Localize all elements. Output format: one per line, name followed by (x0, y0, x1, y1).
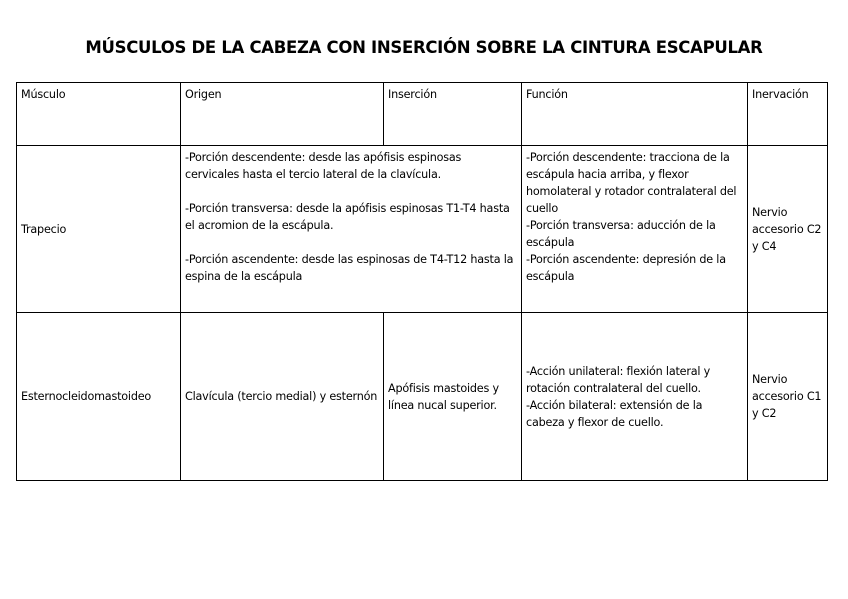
table-row (17, 146, 828, 313)
header-insercion: Inserción (384, 83, 522, 146)
funcion-line: -Acción unilateral: flexión lateral y rotación contralateral del cuello. (526, 364, 711, 395)
cell-funcion-ecm (522, 313, 748, 481)
cell-origen-ecm: Clavícula (tercio medial) y esternón (181, 313, 384, 481)
header-funcion: Función (522, 83, 748, 146)
muscles-table (16, 82, 828, 481)
origen-paragraph: -Porción descendente: desde las apófisis espinosas cervicales hasta el tercio lateral de la clavícula. (185, 151, 462, 181)
cell-funcion-trapecio (522, 146, 748, 313)
cell-origen-insercion-trapecio (181, 146, 522, 313)
table-header-row (17, 83, 828, 146)
header-inervacion: Inervación (748, 83, 828, 146)
origen-paragraph: -Porción ascendente: desde las espinosas de T4-T12 hasta la espina de la escápula (185, 253, 514, 283)
funcion-line: -Porción transversa: aducción de la escápula (526, 219, 716, 249)
cell-insercion-ecm: Apófisis mastoides y línea nucal superior. (384, 313, 522, 481)
cell-inervacion-trapecio: Nervio accesorio C2 y C4 (748, 146, 828, 313)
cell-musculo-trapecio: Trapecio (17, 146, 181, 313)
cell-inervacion-ecm: Nervio accesorio C1 y C2 (748, 313, 828, 481)
document-title: MÚSCULOS DE LA CABEZA CON INSERCIÓN SOBRE LA CINTURA ESCAPULAR (85, 38, 763, 57)
header-origen: Origen (181, 83, 384, 146)
funcion-line: -Acción bilateral: extensión de la cabeza y flexor de cuello. (526, 398, 703, 429)
cell-musculo-ecm: Esternocleidomastoideo (17, 313, 181, 481)
origen-paragraph: -Porción transversa: desde la apófisis espinosas T1-T4 hasta el acromion de la escápula. (185, 202, 510, 232)
table-row (17, 313, 828, 481)
funcion-line: -Porción descendente: tracciona de la escápula hacia arriba, y flexor homolateral y rotador contralateral del cuello (526, 151, 737, 215)
funcion-line: -Porción ascendente: depresión de la escápula (526, 253, 726, 283)
header-musculo: Músculo (17, 83, 181, 146)
